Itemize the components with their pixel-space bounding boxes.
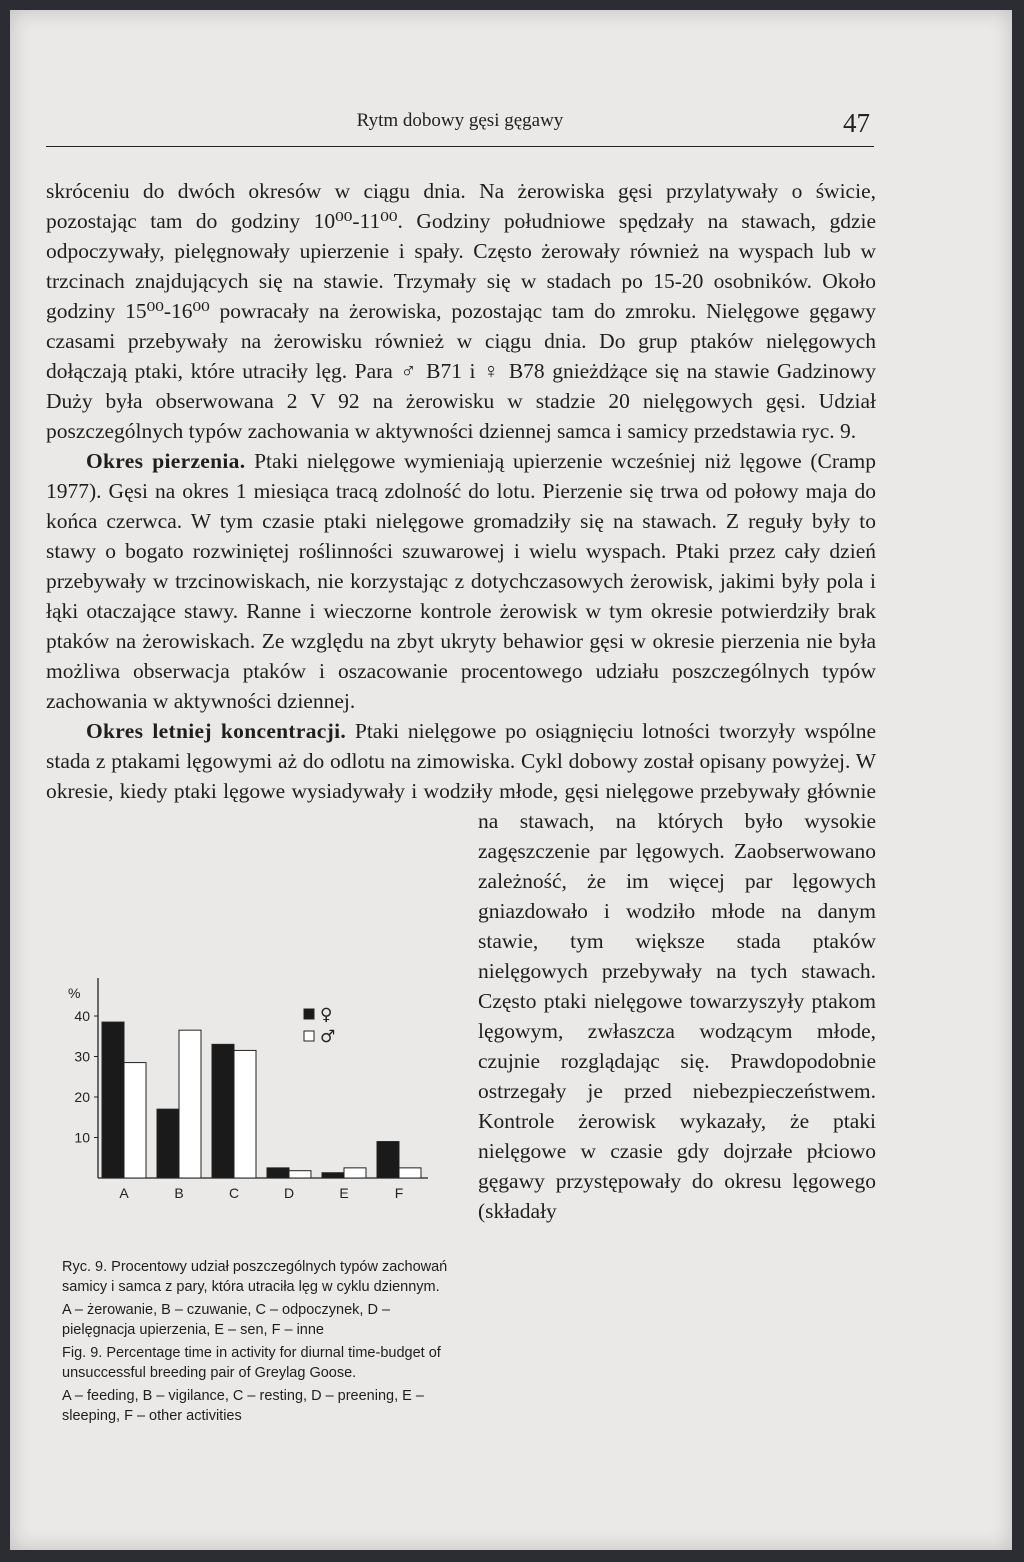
legend-label-female: ♀: [320, 1005, 333, 1025]
paragraph-3-text: Ptaki nielęgowe po osiągnięciu lotności tworzyły wspólne stada z ptakami lęgowymi aż do odlotu na zimowiska. Cykl dobowy został opisany powyżej. W okresie, kiedy ptaki lęgowe wysiadywały i wodziły młode, gęsi nielęgowe przebywały głównie na stawach, na których było wysokie zagęszczenie par lęgowych. Zaobserwowano zależność, że im więcej par lęgowych gniazdowało i wodziło młode na danym stawie, tym większe stada ptaków nielęgowych przebywały na tych stawach. Często ptaki nielęgowe towarzyszyły ptakom lęgowym, zwłaszcza wodzącym młode, czujnie rozglądając się. Prawdopodobnie ostrzegały je przed niebezpieczeństwem. Kontrole żerowisk wykazały, że ptaki nielęgowe w czasie gdy dojrzałe płciowo gęgawy przystępowały do okresu lęgowego (składały: [46, 719, 876, 1223]
paragraph-1: skróceniu do dwóch okresów w ciągu dnia. Na żerowiska gęsi przylatywały o świcie, pozostając tam do godziny 10⁰⁰-11⁰⁰. Godziny południowe spędzały na stawach, gdzie odpoczywały, pielęgnowały upierzenie i spały. Często żerowały również na wyspach lub w trzcinach znajdujących się na stawie. Trzymały się w stadach po 15-20 osobników. Około godziny 15⁰⁰-16⁰⁰ powracały na żerowiska, pozostając tam do zmroku. Nielęgowe gęgawy czasami przebywały na żerowisku również w ciągu dnia. Do grup ptaków nielęgowych dołączają ptaki, które utraciły lęg. Para ♂ B71 i ♀ B78 gnieżdżące się na stawie Gadzinowy Duży była obserwowana 2 V 92 na żerowisku w stadzie 20 nielęgowych gęsi. Udział poszczególnych typów zachowania w aktywności dziennej samca i samicy przedstawia ryc. 9.: [46, 179, 876, 443]
bar-D-male: [289, 1171, 311, 1178]
bar-B-female: [157, 1109, 179, 1178]
bar-chart: [46, 940, 466, 1220]
figure-9: [46, 920, 466, 1520]
y-tick-label: 20: [74, 1089, 90, 1105]
bar-D-female: [267, 1168, 289, 1178]
section-heading-moult: Okres pierzenia.: [86, 449, 246, 473]
y-axis-label: %: [68, 985, 81, 1001]
legend-swatch-female: [304, 1009, 314, 1019]
legend-swatch-male: [304, 1031, 314, 1041]
x-tick-label: E: [339, 1185, 349, 1201]
y-tick-label: 30: [74, 1048, 90, 1065]
legend-label-male: ♂: [320, 1027, 336, 1047]
bar-C-male: [234, 1050, 256, 1178]
page-number: 47: [843, 108, 870, 138]
x-tick-label: B: [174, 1185, 184, 1201]
y-tick-label: 10: [74, 1129, 90, 1146]
bar-F-female: [377, 1142, 399, 1178]
caption-pl-legend: A – żerowanie, B – czuwanie, C – odpoczynek, D – pielęgnacja upierzenia, E – sen, F – inne: [62, 1302, 391, 1338]
x-tick-label: A: [119, 1185, 129, 1201]
bar-E-female: [322, 1173, 344, 1178]
bar-C-female: [212, 1044, 234, 1178]
figure-caption: [62, 1258, 462, 1430]
caption-en-title: Fig. 9. Percentage time in activity for diurnal time-budget of unsuccessful breeding pair of Greylag Goose.: [62, 1345, 441, 1381]
section-heading-summer: Okres letniej koncentracji.: [86, 719, 347, 743]
bar-F-male: [399, 1168, 421, 1178]
running-header: [46, 106, 874, 147]
book-page: [10, 10, 1012, 1550]
paragraph-2: [46, 446, 876, 716]
x-tick-label: F: [394, 1185, 404, 1201]
bar-A-male: [124, 1063, 146, 1178]
bar-B-male: [179, 1030, 201, 1178]
caption-en-legend: A – feeding, B – vigilance, C – resting, D – preening, E – sleeping, F – other activities: [62, 1388, 424, 1424]
y-tick-label: 40: [74, 1008, 90, 1024]
caption-pl-title: Ryc. 9. Procentowy udział poszczególnych typów zachowań samicy i samca z pary, która utraciła lęg w cyklu dziennym.: [62, 1259, 448, 1295]
paragraph-2-text: Ptaki nielęgowe wymieniają upierzenie wcześniej niż lęgowe (Cramp 1977). Gęsi na okres 1 miesiąca tracą zdolność do lotu. Pierzenie się trwa od połowy maja do końca czerwca. W tym czasie ptaki nielęgowe gromadziły się na stawach. Z reguły były to stawy o bogato rozwiniętej roślinności szuwarowej i wielu wyspach. Ptaki przez cały dzień przebywały w trzcinowiskach, nie korzystając z dotychczasowych żerowisk, jakimi były pola i łąki otaczające stawy. Ranne i wieczorne kontrole żerowisk w tym okresie potwierdziły brak ptaków na żerowiskach. Ze względu na zbyt ukryty behawior gęsi w okresie pierzenia nie była możliwa obserwacja ptaków i oszacowanie procentowego udziału poszczególnych typów zachowania w aktywności dziennej.: [46, 449, 876, 713]
x-tick-label: C: [228, 1185, 240, 1201]
bar-A-female: [102, 1022, 124, 1178]
x-tick-label: D: [283, 1185, 295, 1201]
running-head-title: Rytm dobowy gęsi gęgawy: [356, 110, 564, 131]
bar-E-male: [344, 1168, 366, 1178]
